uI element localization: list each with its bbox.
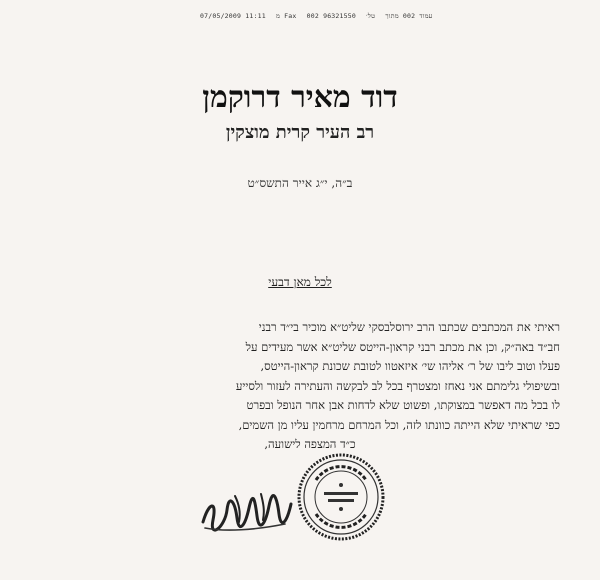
body-line: כפי שראיתי שלא הייתה כוונתו לזה, וכל המרחם מרחמין עליו מן השמים, <box>238 417 560 432</box>
fax-from: מ Fax <box>275 12 297 20</box>
body-line: ראיתי את המכתבים שכתבו הרב ירוסלבסקי שליט״א מוכיר בי״ד רבני <box>258 320 560 334</box>
letterhead-title: רב העיר קרית מוצקין <box>225 122 375 143</box>
fax-tel-label: טל׳ <box>366 12 376 20</box>
fax-tel-number: 96321550 <box>323 12 356 20</box>
letter-body <box>60 318 560 455</box>
letter-closing: כ״ד המצפה לישועה, <box>264 437 356 451</box>
rabbinical-seal-icon <box>296 452 386 542</box>
letter-date: ב״ה, י״ג אייר התשס״ט <box>247 176 353 190</box>
body-line: חב״ד באה״ק, וכן את מכתב רבני קראון-הייטס שליט״א אשר מעידים על <box>245 339 560 354</box>
letter-salutation: לכל מאן דבעי <box>268 275 332 289</box>
body-line: לו בכל מה דאפשר במצוקתו, ופשוט שלא לדחות אבן אחר הנופל ובפרט <box>246 398 560 412</box>
body-line: ובשיפולי גלימתם אני נאחז ומצטרף בכל לב לבקשה והעתירה לעזור ולסייע <box>235 378 560 393</box>
letterhead-name: דוד מאיר דרוקמן <box>202 80 398 115</box>
fax-header <box>200 12 580 20</box>
handwritten-signature-icon <box>195 482 295 537</box>
fax-timestamp: 07/05/2009 11:11 <box>200 12 266 20</box>
body-line: פעלו וטוב ליבו של ר׳ אליהו שי׳ איזאטוו לטובת שכונת קראון-הייטס, <box>260 359 560 373</box>
fax-page-info: 002 עמוד 002 מתוך <box>306 12 433 20</box>
